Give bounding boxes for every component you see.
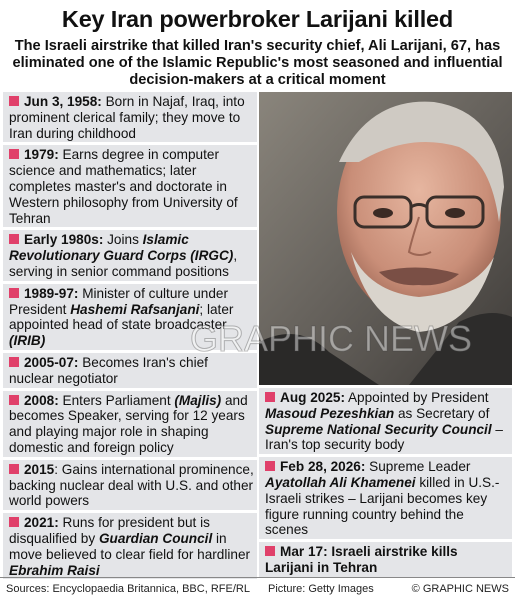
- entry-text: Supreme Leader: [365, 459, 471, 475]
- entry-emphasis: Guardian Council: [98, 530, 213, 546]
- footer-picture-credit: Picture: Getty Images: [268, 583, 374, 595]
- entry-text: Runs for president but is disqualified by: [9, 515, 210, 546]
- timeline-entry-1980s: [3, 230, 257, 280]
- portrait-illustration: [259, 92, 512, 385]
- subheadline: The Israeli airstrike that killed Iran's security chief, Ali Larijani, 67, has eliminated one of the Islamic Republic's most seasoned and influential decision-makers at a critical moment: [12, 38, 503, 88]
- timeline-entry-2015: [3, 460, 257, 510]
- entry-emphasis: Ayatollah Ali Khamenei: [265, 474, 416, 490]
- watermark-text: GRAPHIC NEWS: [190, 318, 473, 359]
- timeline-entry-2026: [259, 457, 512, 539]
- entry-text: ; later appointed head of state broadcaster: [9, 301, 234, 333]
- entry-text: Israeli airstrike kills Larijani in Tehran: [265, 544, 458, 575]
- timeline-entry-mar17: [259, 542, 512, 577]
- entry-text: , serving in senior command positions: [9, 248, 238, 279]
- entry-date: 2021:: [24, 515, 59, 531]
- timeline-entry-1979: [3, 145, 257, 227]
- entry-text: : Gains international prominence, backing nuclear deal with U.S. and other world powers: [9, 461, 254, 509]
- bullet-square-icon: [265, 461, 275, 471]
- timeline-entry-2021: [3, 513, 257, 579]
- entry-text: Joins: [103, 232, 143, 248]
- timeline-entry-1989: [3, 284, 257, 350]
- headline: Key Iran powerbroker Larijani killed: [61, 6, 454, 32]
- footer-copyright: © GRAPHIC NEWS: [411, 583, 509, 595]
- entry-date: 1979:: [24, 147, 59, 163]
- bullet-square-icon: [265, 392, 275, 402]
- entry-text: Appointed by President: [344, 390, 489, 405]
- entry-date: 2015: [24, 461, 55, 477]
- bullet-square-icon: [9, 288, 19, 298]
- entry-text: Minister of culture under President: [9, 285, 229, 317]
- bullet-square-icon: [9, 464, 19, 474]
- entry-date: 2008:: [24, 392, 59, 408]
- entry-text: Becomes Iran's chief nuclear negotiator: [9, 354, 208, 386]
- bullet-square-icon: [9, 517, 19, 527]
- entry-text: Born in Najaf, Iraq, into prominent clerical family; they move to Iran during childhood: [9, 94, 245, 141]
- timeline-entry-2008: [3, 391, 257, 457]
- portrait-photo: [259, 92, 512, 385]
- footer: [0, 577, 515, 599]
- bullet-square-icon: [9, 234, 19, 244]
- entry-date: Feb 28, 2026:: [280, 459, 366, 475]
- entry-emphasis: (IRIB): [9, 333, 46, 349]
- timeline-left: [3, 92, 257, 582]
- bullet-square-icon: [9, 357, 19, 367]
- entry-text: killed in U.S.-Israeli strikes – Larijani becomes key figure running country behind the scenes: [265, 474, 500, 538]
- timeline-entry-2025: [259, 388, 512, 454]
- entry-text: Earns degree in computer science and mathematics; later completes master's and doctorate in Western philosophy from University of Tehran: [9, 147, 238, 226]
- entry-text: Enters Parliament: [58, 392, 175, 408]
- entry-date: Jun 3, 1958:: [24, 94, 102, 109]
- entry-emphasis: Masoud Pezeshkian: [265, 405, 395, 421]
- bullet-square-icon: [265, 546, 275, 556]
- entry-emphasis: Islamic Revolutionary Guard Corps (IRGC): [9, 232, 234, 264]
- timeline-entry-1958: [3, 92, 257, 142]
- bullet-square-icon: [9, 96, 19, 106]
- entry-date: 2005-07:: [24, 354, 79, 370]
- entry-date: Mar 17:: [280, 544, 328, 560]
- entry-text: as Secretary of: [394, 405, 490, 421]
- entry-text: – Iran's top security body: [265, 421, 503, 453]
- footer-sources: Sources: Encyclopaedia Britannica, BBC, RFE/RL: [6, 583, 250, 595]
- timeline-entry-2005: [3, 353, 257, 388]
- entry-emphasis: Ebrahim Raisi: [9, 562, 100, 578]
- entry-date: 1989-97:: [24, 285, 79, 301]
- entry-date: Early 1980s:: [24, 232, 104, 248]
- bullet-square-icon: [9, 149, 19, 159]
- entry-emphasis: Supreme National Security Council: [265, 421, 492, 437]
- entry-emphasis: (Majlis): [174, 392, 222, 408]
- bullet-square-icon: [9, 395, 19, 405]
- entry-text: and becomes Speaker, serving for 12 years and playing major role in shaping domestic and foreign policy: [9, 392, 248, 455]
- entry-emphasis: Hashemi Rafsanjani: [70, 301, 200, 317]
- timeline-right: [259, 388, 512, 580]
- entry-date: Aug 2025:: [280, 390, 345, 405]
- entry-text: in move believed to clear field for hardliner: [9, 530, 251, 562]
